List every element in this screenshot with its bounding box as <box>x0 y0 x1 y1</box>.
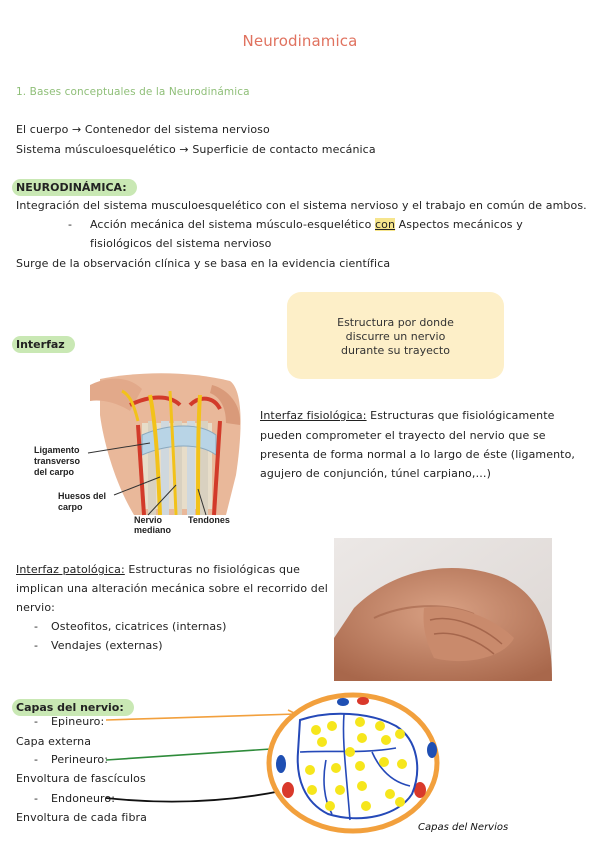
neuro-bullet-cont: fisiológicos del sistema nervioso <box>90 237 272 250</box>
label-transverso: transverso <box>34 456 81 466</box>
pato-bullet-text: Vendajes (externas) <box>51 639 163 652</box>
interfaz-heading-box <box>12 333 75 352</box>
capa-item <box>34 715 104 729</box>
pato-line-0 <box>16 563 300 577</box>
label-huesos: Huesos del <box>58 491 107 501</box>
nerve-diagram <box>100 690 520 840</box>
neuro-bullet <box>68 218 523 232</box>
label-del-carpo: del carpo <box>34 467 75 477</box>
neuro-heading: NEURODINÁMICA: <box>12 179 137 196</box>
page-title: Neurodinamica <box>242 32 358 50</box>
capa-desc: Capa externa <box>16 735 92 748</box>
capa-label-epineuro: Epineuro: <box>51 715 105 728</box>
fisio-line-0 <box>260 409 555 423</box>
pato-line: implican una alteración mecánica sobre el recorrido del <box>16 582 328 595</box>
neuro-definition: Integración del sistema musculoesquelético con el sistema nervioso y el trabajo en común de ambos. <box>16 199 587 212</box>
bullet-text-a: Acción mecánica del sistema músculo-esquelético <box>90 218 376 231</box>
bullet-dash: - <box>68 218 73 231</box>
capas-heading: Capas del nervio: <box>12 699 134 716</box>
fisio-line: presenta de forma normal a lo largo de éste (ligamento, <box>260 448 576 461</box>
label-carpo: carpo <box>58 502 83 512</box>
pato-bullet-text: Osteofitos, cicatrices (internas) <box>51 620 227 633</box>
interfaz-heading: Interfaz <box>12 336 75 353</box>
bullet-dash: - <box>34 620 39 633</box>
diagram-caption: Capas del Nervios <box>418 822 509 833</box>
perineuro-arrow <box>106 748 286 760</box>
capa-desc: Envoltura de cada fibra <box>16 811 147 824</box>
bullet-dash: - <box>34 753 39 766</box>
neuro-heading-box <box>12 176 137 195</box>
line-sistema: Sistema músculoesquelético → Superficie de contacto mecánica <box>16 143 376 156</box>
fisio-line: pueden comprometer el trayecto del nervio que se <box>260 429 546 442</box>
pato-line: nervio: <box>16 601 55 614</box>
pato-bullet <box>34 620 227 634</box>
bullet-dash: - <box>34 792 39 805</box>
line-cuerpo: El cuerpo → Contenedor del sistema nervioso <box>16 123 270 136</box>
capa-desc: Envoltura de fascículos <box>16 772 146 785</box>
callout-line: Estructura por donde <box>337 316 454 329</box>
label-nervio: Nervio <box>134 515 163 525</box>
bullet-text-b: Aspectos mecánicos y <box>395 218 523 231</box>
definition-callout <box>287 292 504 379</box>
pato-bullet <box>34 639 163 653</box>
neuro-surge: Surge de la observación clínica y se basa en la evidencia científica <box>16 257 391 270</box>
capa-item <box>34 753 108 767</box>
capa-label-endoneuro: Endoneuro: <box>51 792 116 805</box>
pato-text: Estructuras no fisiológicas que <box>124 563 301 576</box>
pato-label: Interfaz patológica: <box>16 563 125 576</box>
fisio-label: Interfaz fisiológica: <box>260 409 367 422</box>
callout-line: durante su trayecto <box>341 344 450 357</box>
bullet-dash: - <box>34 715 39 728</box>
callout-line: discurre un nervio <box>345 330 446 343</box>
label-tendones: Tendones <box>188 515 230 525</box>
shoulder-photo <box>334 538 552 681</box>
capa-label-perineuro: Perineuro: <box>51 753 109 766</box>
bullet-highlight: con <box>375 218 396 231</box>
label-ligamento: Ligamento <box>34 445 80 455</box>
fisio-text: Estructuras que fisiológicamente <box>366 409 555 422</box>
fisio-line: agujero de conjunción, túnel carpiano,…) <box>260 467 491 480</box>
label-mediano: mediano <box>134 525 172 535</box>
wrist-anatomy-image <box>30 365 262 535</box>
section-subtitle: 1. Bases conceptuales de la Neurodinámica <box>16 86 250 98</box>
bullet-dash: - <box>34 639 39 652</box>
epineuro-arrow <box>106 714 296 720</box>
